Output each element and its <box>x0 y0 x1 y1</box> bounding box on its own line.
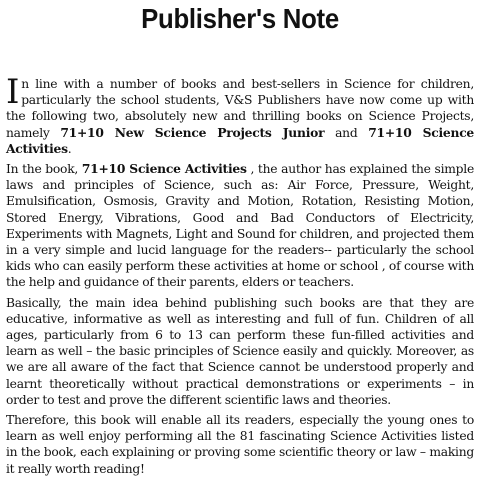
paragraph-2 <box>6 161 474 291</box>
paragraph-2-text-1: In the book, <box>6 162 82 177</box>
note-body <box>6 72 475 477</box>
drop-cap: I <box>6 72 20 112</box>
paragraph-1-text-1: n line with a number of books and best-sellers in Science for children, particularly the school students, V&S Publishers have now come up with the following two, absolutely new and thrilling books on Science Projects, namely <box>6 77 474 140</box>
paragraph-1-text-3: . <box>67 141 72 156</box>
page-title: Publisher's Note <box>141 3 339 34</box>
book-title-activities: 71+10 Science Activities <box>6 124 475 156</box>
paragraph-1 <box>6 72 475 157</box>
paragraph-1-text-2: and <box>324 125 369 140</box>
paragraph-2-text-2: , the author has explained the simple laws and principles of Science, such as: Air Force, Pressure, Weight, Emulsification, Osmosis, Gravity and Motion, Rotation, Resisting Motion, Stored Energy, Vibrations, Good and Bad Conductors of Electricity, Experiments with Magnets, Light and Sound for children, and projected them in a very simple and lucid language for the readers-- particularly the school kids who can easily perform these activities at home or school , of course with the help and guidance of their parents, elders or teachers. <box>6 162 474 290</box>
paragraph-4: Therefore, this book will enable all its readers, especially the young ones to learn as well enjoy performing all the 81 fascinating Science Activities listed in the book, each explaining or proving some scientific theory or law – making it really worth reading! <box>6 413 474 476</box>
book-title-junior: 71+10 New Science Projects Junior <box>60 124 325 140</box>
book-title-activities-ref: 71+10 Science Activities <box>81 161 247 177</box>
paragraph-3: Basically, the main idea behind publishing such books are that they are educative, informative as well as interesting and full of fun. Children of all ages, particularly from 6 to 13 can perform these fun-filled activities and learn as well – the basic principles of Science easily and quickly. Moreover, as we are all aware of the fact that Science cannot be understood properly and learnt theoretically without practical demonstrations or experiments – in order to test and prove the different scientific laws and theories. <box>6 295 474 407</box>
